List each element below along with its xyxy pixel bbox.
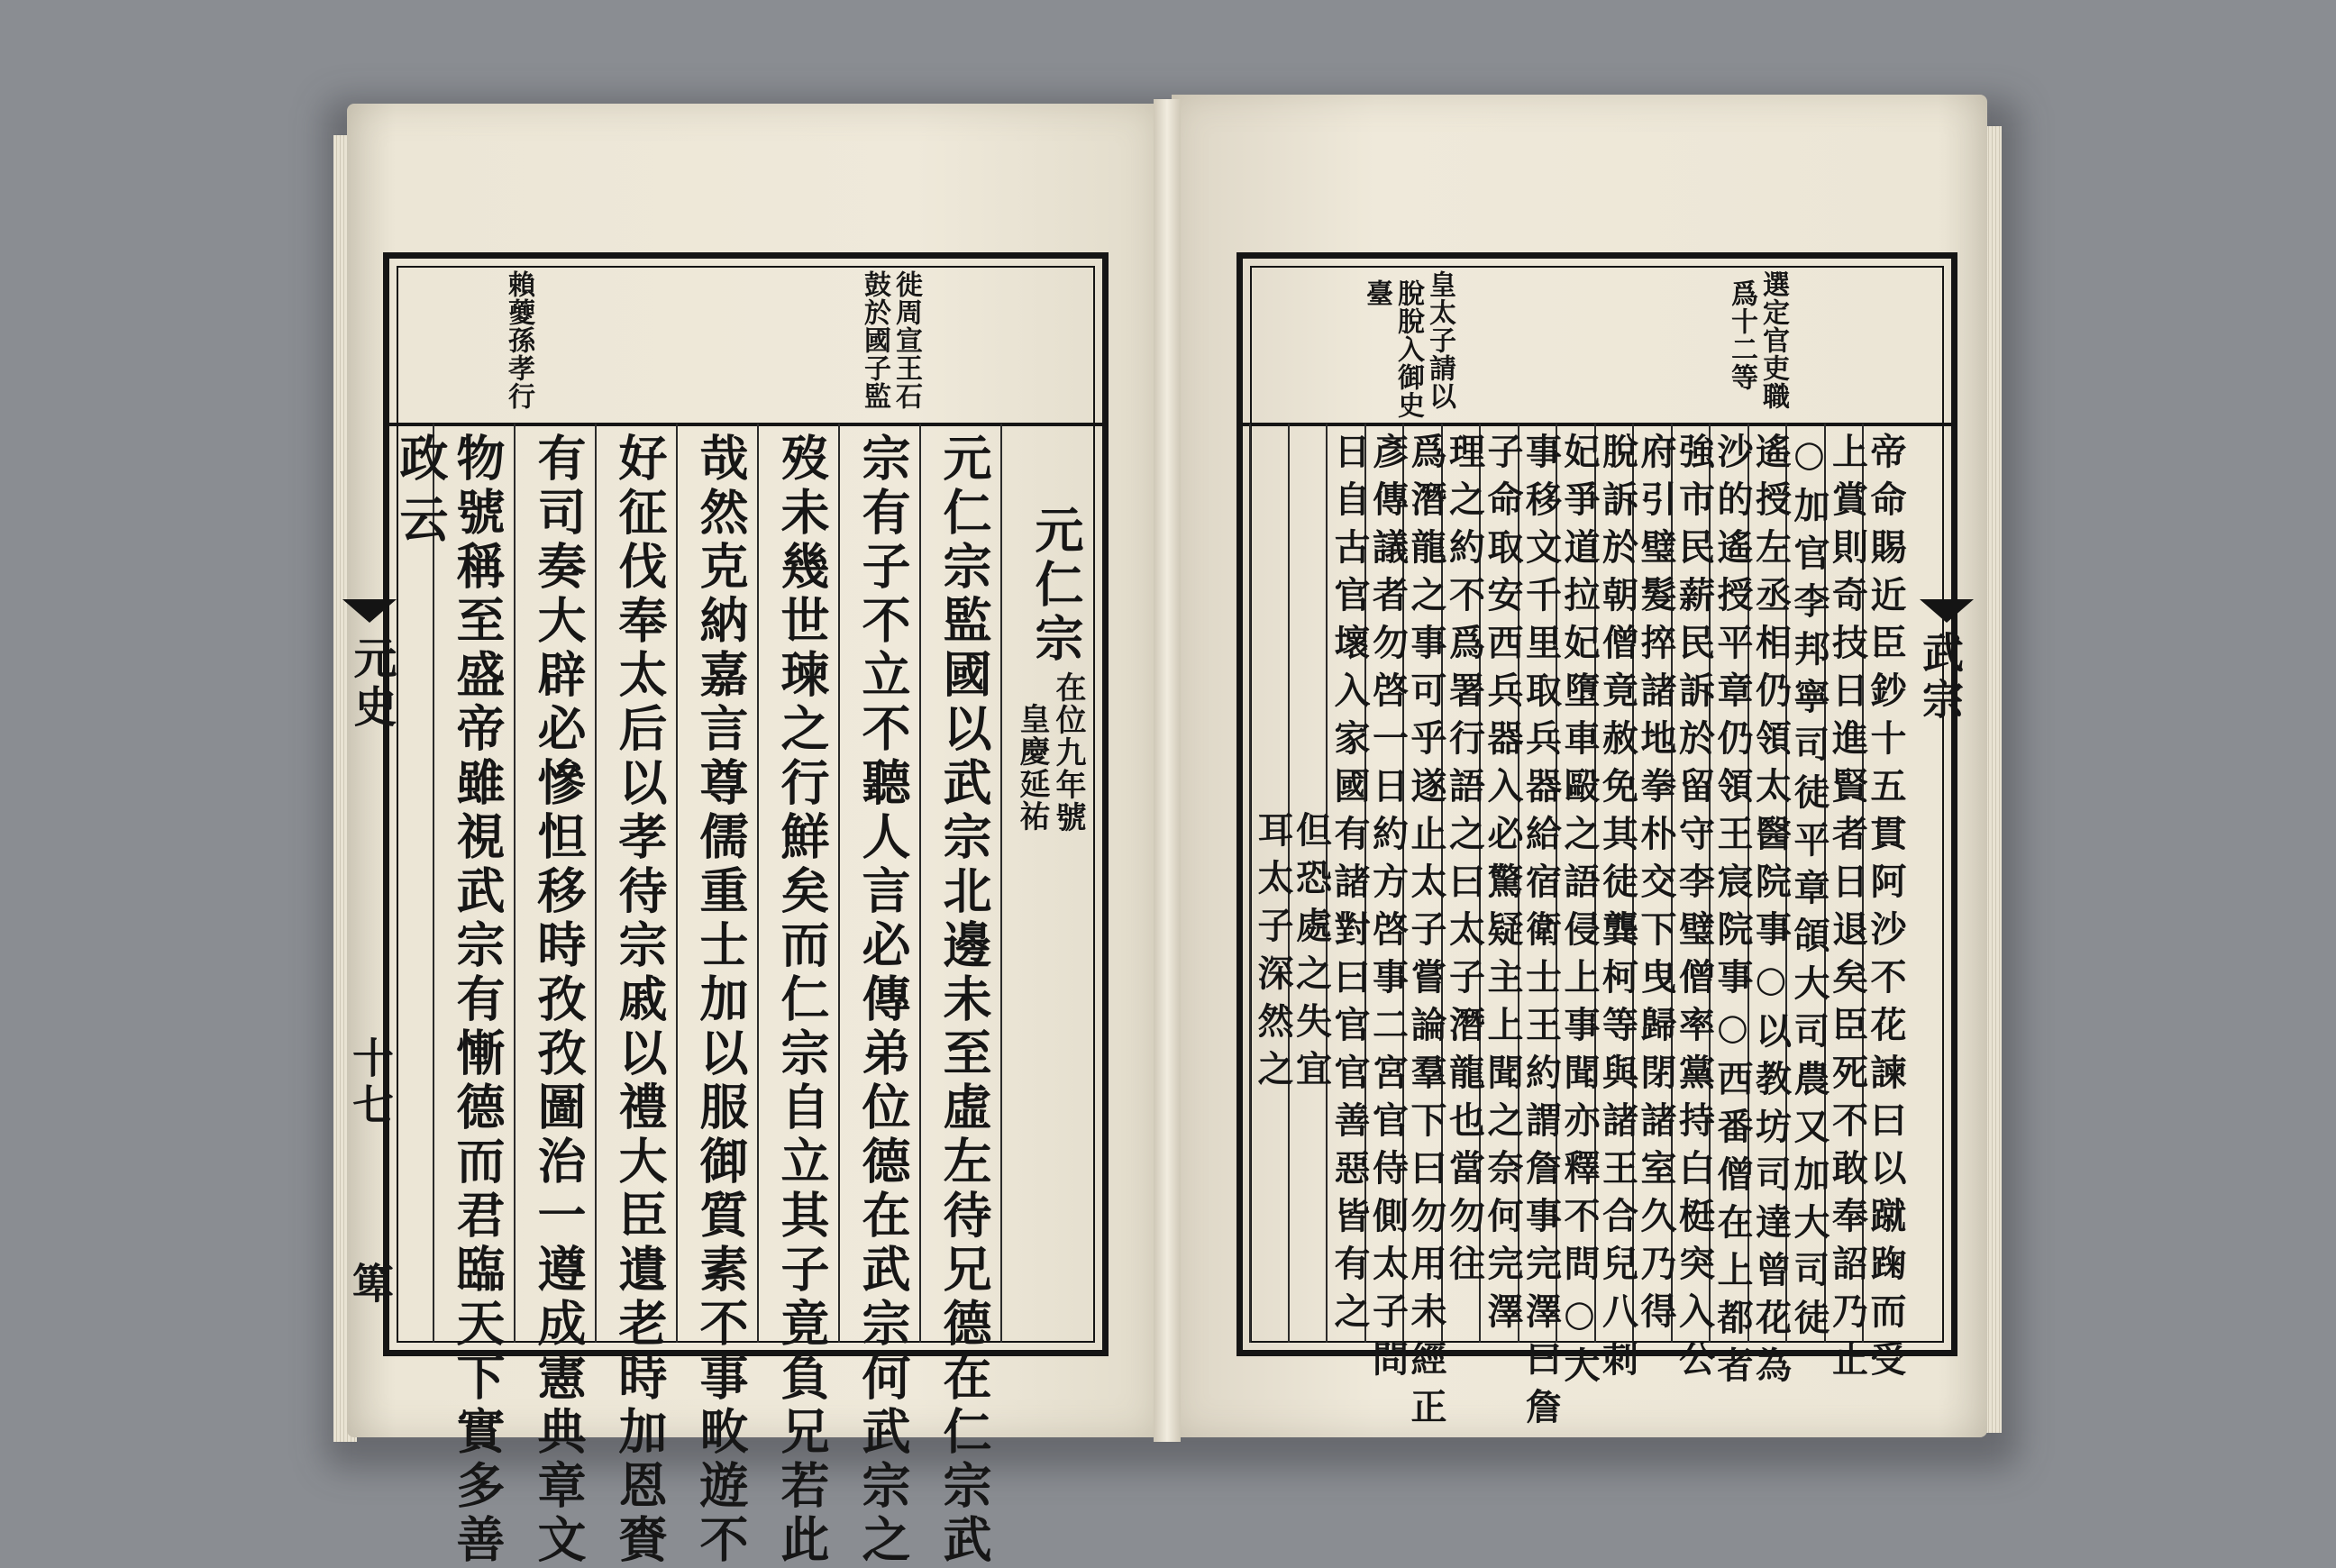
left-heading-note-b: 皇慶延祐 — [1014, 703, 1050, 833]
right-column-10: 事移文千里取兵器給宿衛士王約謂詹事完澤曰詹 — [1519, 433, 1563, 1436]
right-column-14: 彥傳議者勿啓一日約方啓事二宮官侍側太子問 — [1366, 433, 1410, 1388]
right-column-15: 日自古官壞入家國有諸對曰官官善惡皆有之 — [1328, 433, 1371, 1340]
left-fish-tail — [342, 599, 397, 623]
left-column-8: 政云 — [392, 433, 450, 555]
right-band-note-2c: 臺 — [1361, 279, 1392, 307]
right-top-band — [1243, 259, 1951, 426]
right-column-13: 爲潛龍之事可乎遂止太子嘗論羣下曰勿用未經正 — [1405, 433, 1447, 1436]
right-column-17: 耳太子深然之 — [1252, 811, 1294, 1098]
right-column-3: ○加官李邦寧司徒平章頜大司農又加大司徒 — [1788, 433, 1830, 1346]
left-band-note-1a: 徙周宣王石 — [890, 270, 922, 410]
left-band-note-2: 賴䕫孫孝行 — [503, 270, 534, 410]
right-column-12: 理之約不爲署行語之曰太子潛龍也當勿往 — [1443, 433, 1486, 1292]
right-column-9: 妃爭道拉妃墮車毆之語侵上事聞亦釋不問○大 — [1558, 433, 1601, 1394]
left-column-5: 好征伐奉太后以孝待宗戚以禮大臣遺老時加恩賚 — [611, 433, 669, 1568]
right-column-5: 沙的遙授平章仍領王宸院事○西番僧在上都者 — [1711, 433, 1754, 1394]
right-banxin-title: 武宗 — [1916, 631, 1965, 725]
left-column-1: 元仁宗監國以武宗北邊未至虛左待兄德在仁宗武 — [935, 433, 993, 1568]
right-column-8: 脫訴於朝僧竟赦免其徒龔柯等與諸王合兒八刺 — [1596, 433, 1639, 1388]
left-top-band — [389, 259, 1102, 426]
right-band-note-2a: 皇太子請以 — [1424, 270, 1455, 410]
right-column-rule — [1249, 424, 1251, 1343]
left-banxin-title: 元史 — [346, 635, 397, 733]
right-column-2: 上賞則奇技日進賢者日退矣臣死不敢奉詔乃止 — [1826, 433, 1869, 1388]
left-band-note-1b: 鼓於國子監 — [859, 270, 890, 410]
left-column-2: 宗有子不立不聽人言必傳弟位德在武宗何武宗之 — [854, 433, 912, 1568]
right-column-4: 遙授左丞相仍領太醫院事○以教坊司達曾花為 — [1749, 433, 1793, 1394]
right-fish-tail — [1920, 599, 1974, 623]
right-band-note-2b: 脫脫入御史 — [1392, 279, 1424, 419]
book-gutter — [1154, 99, 1181, 1442]
left-banxin-number: 十七 — [346, 1036, 395, 1130]
left-banxin-extra: 箄 — [346, 1262, 395, 1308]
right-band-note-1b: 爲十二等 — [1726, 279, 1757, 391]
right-column-1: 帝命賜近臣鈔十五貫阿沙不花諫曰以蹴踘而受 — [1865, 433, 1907, 1388]
left-column-4: 哉然克納嘉言尊儒重士加以服御質素不事畋遊不 — [692, 433, 750, 1568]
left-column-3: 歿未幾世瑓之行鮮矣而仁宗自立其子竟負兄若此 — [773, 433, 831, 1568]
right-column-16: 但恐處之失宜 — [1290, 811, 1333, 1098]
left-heading: 元仁宗 — [1027, 505, 1085, 667]
left-column-6: 有司奏大辟必慘怛移時孜孜圖治一遵成憲典章文 — [530, 433, 588, 1568]
right-band-note-1a: 選定官吏職 — [1757, 270, 1789, 410]
right-column-7: 府引璧髮捽諸地拳朴交下曳歸閉諸室久乃得 — [1635, 433, 1677, 1340]
left-heading-note-a: 在位九年號 — [1050, 671, 1086, 834]
left-column-7: 物號稱至盛帝雖視武宗有慚德而君臨天下實多善 — [449, 433, 506, 1568]
right-column-6: 強市民薪民訴於留守李璧僧率黨持白梃突入公 — [1673, 433, 1716, 1388]
right-column-11: 子命取安西兵器入必驚疑主上聞之奈何完澤 — [1482, 433, 1524, 1340]
